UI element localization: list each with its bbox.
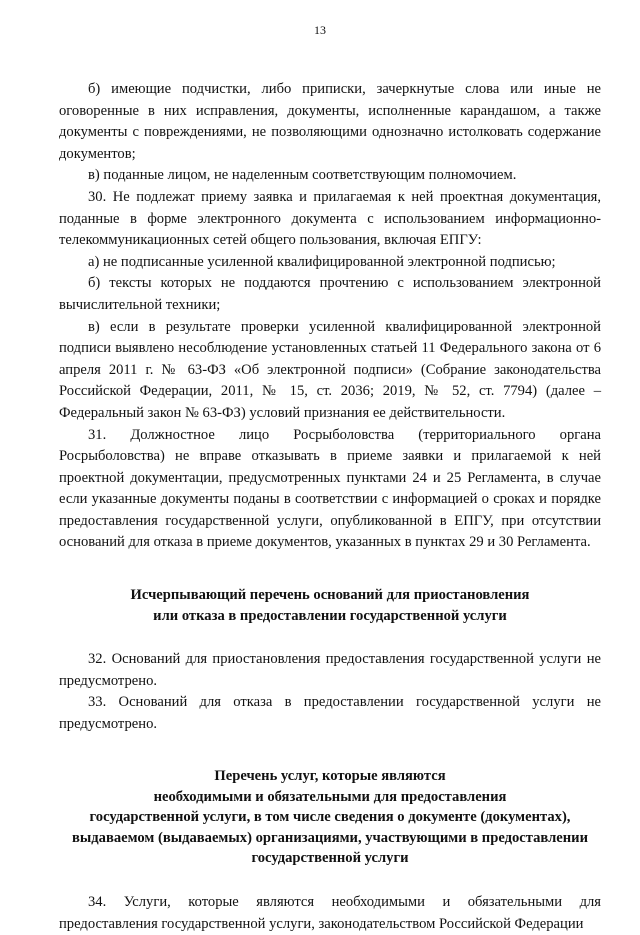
paragraph-31: 31. Должностное лицо Росрыболовства (территориального органа Росрыболовства) не вправе отказывать в приеме заявки и прилагаемой к ней проектной документации, предусмотренных пунктами 24 и 25 Регламента, в случае если указанные документы поданы в соответствии с информацией о сроках и порядке предоставления государственной услуги, опубликованной в ЕПГУ, при отсутствии оснований для отказа в приеме документов, указанных в пунктах 29 и 30 Регламента. [59,426,601,551]
paragraph-30c: в) если в результате проверки усиленной квалифицированной электронной подписи выявлено несоблюдение установленных статьей 11 Федерального закона от 6 апреля 2011 г. № 63-ФЗ «Об электронной подписи» (Собрание законодательства Российской Федерации, 2011, № 15, ст. 2036; 2019, № 52, ст. 7794) (далее – Федеральный закон № 63-ФЗ) условий признания ее действительности. [59,318,601,421]
document-body [59,79,601,935]
heading-line: государственной услуги [251,850,409,867]
paragraph-30b: б) тексты которых не поддаются прочтению с использованием электронной вычислительной техники; [59,275,601,313]
section-heading-required-services [59,766,601,869]
heading-line: выдаваемом (выдаваемых) организациями, участвующими в предоставлении [72,829,588,846]
heading-line: или отказа в предоставлении государственной услуги [153,607,507,624]
heading-line: необходимыми и обязательными для предоставления [153,788,507,805]
paragraph-29b: б) имеющие подчистки, либо приписки, зачеркнутые слова или иные не оговоренные в них исправления, документы, исполненные карандашом, а также документы с повреждениями, не позволяющими однозначно истолковать содержание документов; [59,81,601,162]
paragraph-30a: а) не подписанные усиленной квалифицированной электронной подписью; [88,253,556,270]
paragraph-33: 33. Оснований для отказа в предоставлении государственной услуги не предусмотрено. [59,694,601,732]
heading-line: государственной услуги, в том числе сведения о документе (документах), [89,809,571,826]
section-heading-suspension-refusal [59,585,601,626]
heading-line: Исчерпывающий перечень оснований для приостановления [130,587,530,604]
heading-line: Перечень услуг, которые являются [214,768,446,785]
paragraph-30: 30. Не подлежат приему заявка и прилагаемая к ней проектная документация, поданные в форме электронного документа с использованием информационно-телекоммуникационных сетей общего пользования, включая ЕПГУ: [59,188,601,249]
paragraph-29c: в) поданные лицом, не наделенным соответствующим полномочием. [88,167,517,184]
paragraph-32: 32. Оснований для приостановления предоставления государственной услуги не предусмотрено. [59,651,601,689]
page-number: 13 [314,23,326,37]
paragraph-34: 34. Услуги, которые являются необходимыми и обязательными для предоставления государственной услуги, законодательством Российской Федерации [59,893,601,932]
